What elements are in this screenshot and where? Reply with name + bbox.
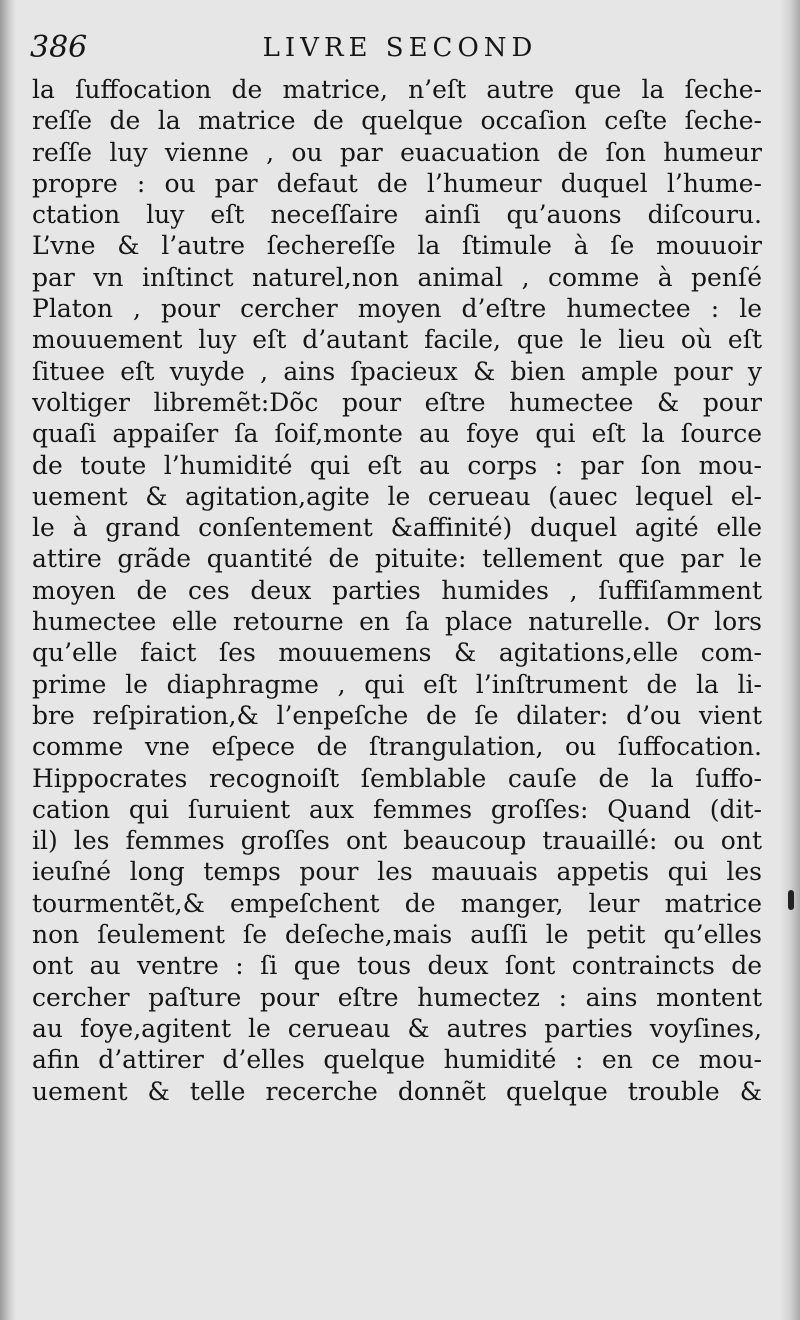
text-line: de toute l’humidité qui eſt au corps : par ſon mou- xyxy=(32,450,762,480)
text-line: non ſeulement ſe deſeche,mais auſſi le petit qu’elles xyxy=(32,920,762,950)
text-line: afin d’attirer d’elles quelque humidité : en ce mou- xyxy=(32,1045,762,1075)
text-line: comme vne eſpece de ſtrangulation, ou ſuffocation. xyxy=(32,732,762,762)
ink-spot xyxy=(788,890,794,910)
text-line: L’vne & l’autre ſechereſſe la ſtimule à ſe mouuoir xyxy=(32,231,762,261)
text-line: ieuſné long temps pour les mauuais appetis qui les xyxy=(32,857,762,887)
text-line: uement & telle recerche donnẽt quelque trouble & xyxy=(32,1076,762,1106)
text-line: voltiger libremẽt:Dõc pour eſtre humectee & pour xyxy=(32,387,762,417)
text-line: prime le diaphragme , qui eſt l’inſtrument de la li- xyxy=(32,669,762,699)
text-line: ont au ventre : ſi que tous deux ſont contraincts de xyxy=(32,951,762,981)
text-line: cation qui ſuruient aux femmes groſſes: Quand (dit- xyxy=(32,794,762,824)
text-line: par vn inſtinct naturel,non animal , comme à penſé xyxy=(32,262,762,292)
text-line: bre reſpiration,& l’enpeſche de ſe dilater: d’ou vient xyxy=(32,700,762,730)
page-gutter-shadow xyxy=(0,0,16,1320)
text-line: quaſi appaiſer ſa ſoif,monte au foye qui eſt la ſource xyxy=(32,419,762,449)
text-line: ſituee eſt vuyde , ains ſpacieux & bien ample pour y xyxy=(32,356,762,386)
text-line: humectee elle retourne en ſa place naturelle. Or lors xyxy=(32,607,762,637)
text-line: attire grãde quantité de pituite: tellement que par le xyxy=(32,544,762,574)
text-line: tourmentẽt,& empeſchent de manger, leur matrice xyxy=(32,888,762,918)
text-line: le à grand conſentement &affinité) duquel agité elle xyxy=(32,513,762,543)
text-line: il) les femmes groſſes ont beaucoup trauaillé: ou ont xyxy=(32,826,762,856)
text-line: Hippocrates recognoiſt ſemblable cauſe de la ſuffo- xyxy=(32,763,762,793)
page-edge-shadow xyxy=(780,0,800,1320)
page-header xyxy=(28,28,772,68)
text-line: reſſe de la matrice de quelque occaſion ceſte ſeche- xyxy=(32,106,762,136)
text-line: la ſuffocation de matrice, n’eſt autre que la ſeche- xyxy=(32,75,762,104)
page-number: 386 xyxy=(30,30,88,65)
text-line: uement & agitation,agite le cerueau (auec lequel el- xyxy=(32,481,762,511)
text-line: Platon , pour cercher moyen d’eſtre humectee : le xyxy=(32,294,762,324)
text-line: mouuement luy eſt d’autant facile, que le lieu où eſt xyxy=(32,325,762,355)
text-line: ctation luy eſt neceſſaire ainſi qu’auons diſcouru. xyxy=(32,200,762,230)
text-line: reſſe luy vienne , ou par euacuation de ſon humeur xyxy=(32,137,762,167)
text-line: cercher paſture pour eſtre humectez : ains montent xyxy=(32,982,762,1012)
running-head: LIVRE SECOND xyxy=(262,33,538,63)
text-line: moyen de ces deux parties humides , ſuffiſamment xyxy=(32,575,762,605)
text-line: propre : ou par defaut de l’humeur duquel l’hume- xyxy=(32,168,762,198)
body-text xyxy=(32,74,762,1107)
text-line: qu’elle faict ſes mouuemens & agitations,elle com- xyxy=(32,638,762,668)
text-line: au foye,agitent le cerueau & autres parties voyſines, xyxy=(32,1013,762,1043)
